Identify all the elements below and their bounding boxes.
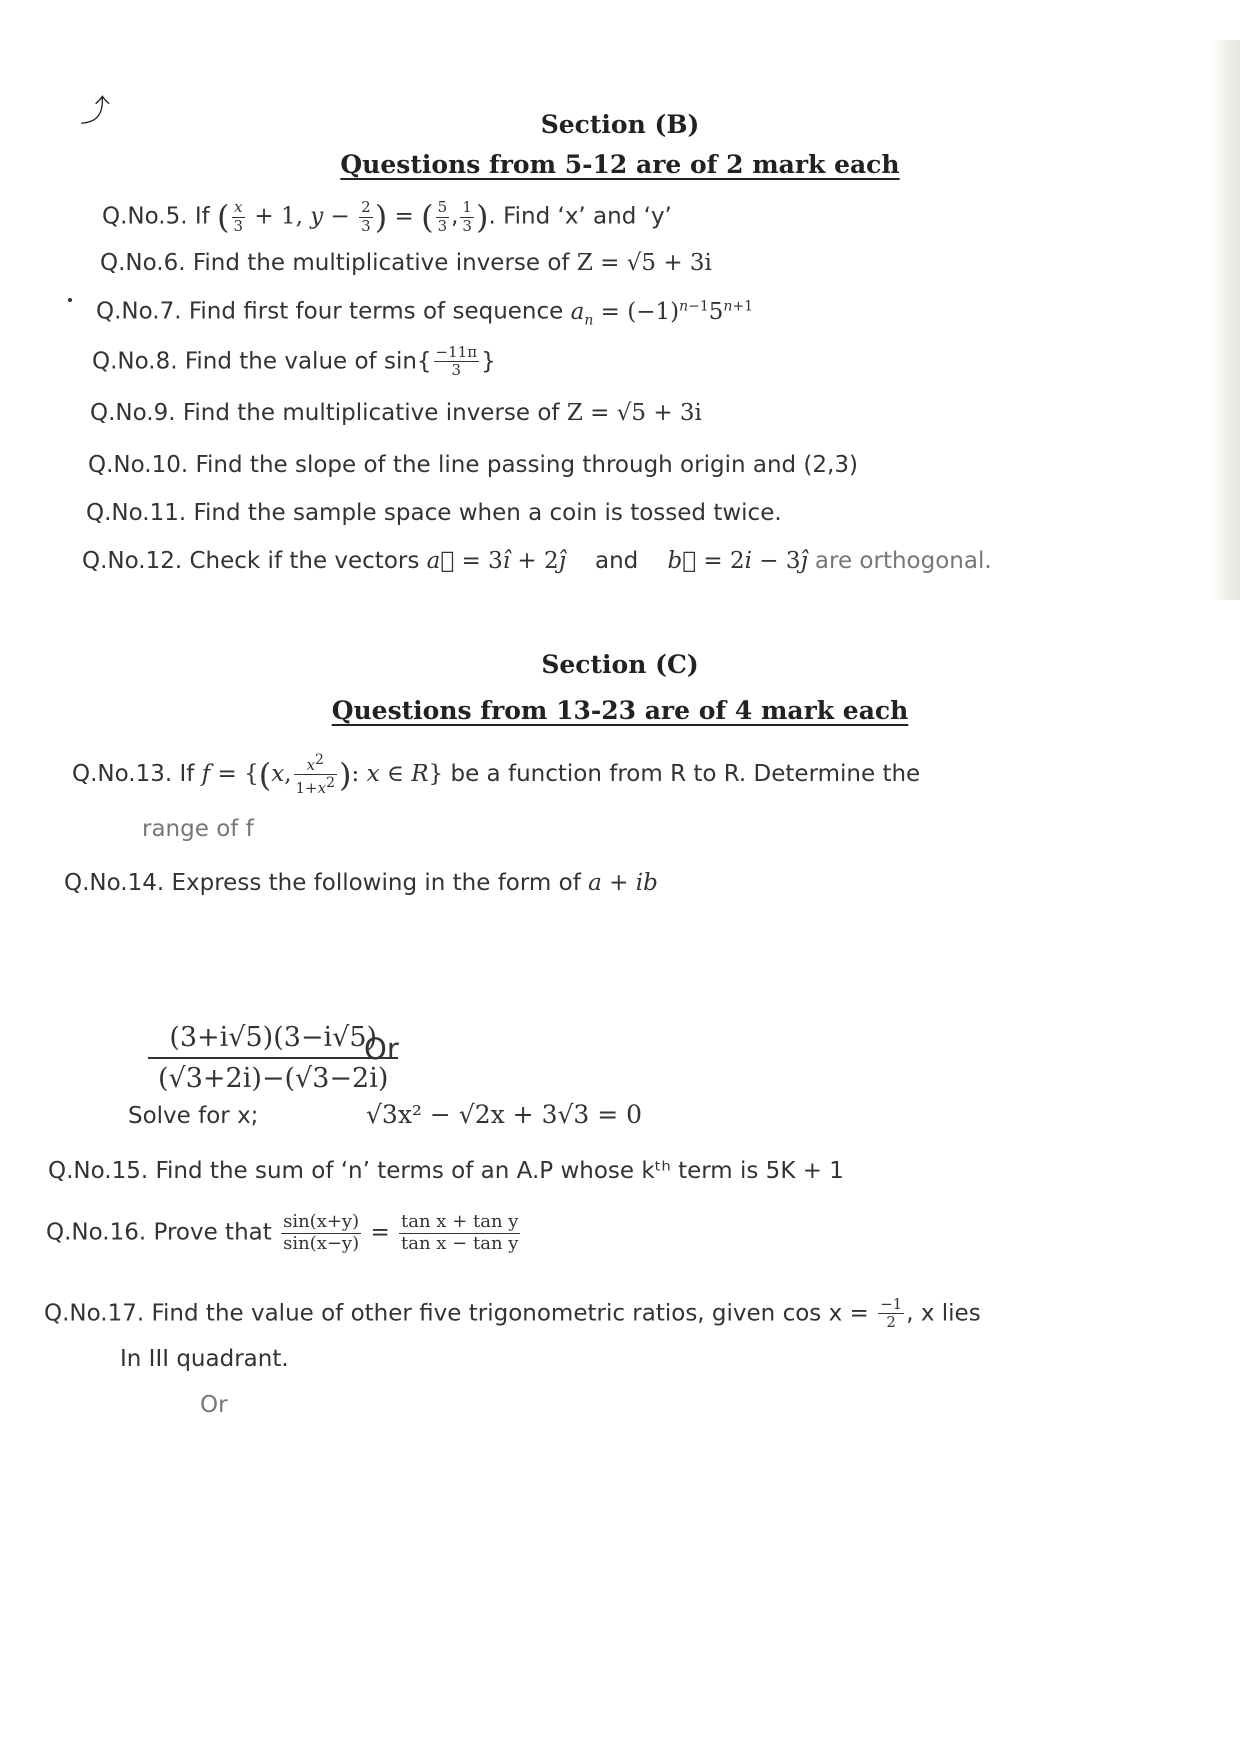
question-13 [72, 752, 920, 798]
section-c-title: Section (C) [541, 650, 699, 679]
or-separator-1: Or [364, 1032, 399, 1066]
q7-expr: $a_n = (-1)^{n-1}5^{n+1}$ [570, 298, 754, 329]
q14-fraction [148, 1022, 398, 1094]
q16-rhs-num: tan x + tan y [401, 1211, 519, 1232]
q17-line2: In III quadrant. [120, 1346, 289, 1372]
pen-mark: ⤴ [80, 94, 110, 129]
q17-text: Q.No.17. Find the value of other five trigonometric ratios, given cos x = [44, 1300, 869, 1327]
q8-text: Q.No.8. Find the value of sin{ [92, 348, 432, 375]
q8-fraction [434, 344, 480, 380]
section-c-subtitle [0, 696, 1240, 725]
paren-close: ) [374, 198, 388, 236]
q9-text: Q.No.9. Find the multiplicative inverse of [90, 400, 560, 426]
question-14 [64, 870, 658, 896]
question-10: Q.No.10. Find the slope of the line passing through origin and (2,3) [88, 452, 858, 478]
paren-open: ( [217, 198, 230, 236]
q12-and: and [594, 548, 639, 574]
frac-1-over-3: $\frac{1}{3}$ [462, 198, 472, 235]
q12-text: Q.No.12. Check if the vectors [82, 548, 420, 574]
q8-num: −11π [435, 343, 478, 361]
q17-fraction [878, 1296, 904, 1332]
section-b-title: Section (B) [540, 110, 700, 139]
q13-line2: range of f [142, 816, 254, 842]
question-16: Q.No.16. Prove that $\frac{\sin(x+y)}{\sin(x-y)}$ = $\frac{\text{tan x + tan y}}{\text{tan x − tan y}}$ [46, 1211, 519, 1254]
q14-text: Q.No.14. Express the following in the form of [64, 870, 581, 896]
q9-expr: Z = √5 + 3i [566, 400, 702, 426]
q13-expr: f = {(x, $\frac{x^2}{1+x^2}$ ): x ∈ R} [201, 752, 444, 798]
q16-lhs-den: sin(x−y) [283, 1232, 360, 1254]
question-15: Q.No.15. Find the sum of ‘n’ terms of an A.P whose kᵗʰ term is 5K + 1 [48, 1158, 844, 1184]
solve-for-x-label: Solve for x; [128, 1103, 259, 1129]
q5-label: Q.No.5. If [102, 203, 210, 230]
question-17 [44, 1296, 981, 1332]
q17-frac-den: 2 [886, 1313, 896, 1332]
section-b-subtitle [0, 150, 1240, 179]
frac-2-over-3: $\frac{2}{3}$ [361, 198, 371, 235]
paren-close-2: ) [475, 198, 489, 236]
q17-tail: , x lies [906, 1300, 981, 1327]
question-9 [90, 400, 702, 426]
question-5: Q.No.5. If ( $\frac{x}{3}$ + 1, y − $\frac{2}{3}$ ) = ( $\frac{5}{3}$ , $\frac{1}{3}$ ). Find ‘x’ and ‘y’ [102, 198, 672, 236]
q13-label: Q.No.13. If [72, 760, 195, 787]
q16-rhs [399, 1212, 520, 1254]
question-7 [96, 298, 753, 328]
q17-frac-num: −1 [880, 1295, 903, 1313]
q6-text: Q.No.6. Find the multiplicative inverse of [100, 250, 570, 276]
question-12 [82, 548, 992, 574]
q5-tail: Find ‘x’ and ‘y’ [503, 203, 672, 230]
section-c-subtitle-text: Questions from 13-23 are of 4 mark each [331, 696, 909, 725]
question-11: Q.No.11. Find the sample space when a coin is tossed twice. [86, 500, 782, 526]
solve-equation: √3x² − √2x + 3√3 = 0 [366, 1100, 643, 1129]
question-8: Q.No.8. Find the value of sin{ $\frac{-11\pi}{3}$ } [92, 343, 496, 380]
q12-vector-a: a⃗ = 3î + 2ĵ [426, 548, 566, 574]
frac-5-over-3: $\frac{5}{3}$ [437, 198, 448, 235]
q12-vector-b: b⃗ = 2i − 3ĵ [667, 548, 808, 574]
q16-rhs-den: tan x − tan y [401, 1232, 519, 1254]
section-b-subtitle-text: Questions from 5-12 are of 2 mark each [340, 150, 900, 179]
q6-expr: Z = √5 + 3i [576, 250, 712, 276]
q13-tail: be a function from R to R. Determine the [450, 760, 921, 787]
stray-dot [68, 298, 72, 302]
paren-open-2: ( [421, 198, 434, 236]
q8-den: 3 [451, 361, 462, 380]
or-separator-2: Or [200, 1392, 228, 1418]
q7-text: Q.No.7. Find first four terms of sequence [96, 298, 564, 325]
q14-denominator: (√3+2i)−(√3−2i) [158, 1063, 389, 1094]
q16-lhs [281, 1212, 361, 1254]
q14-numerator: (3+i√5)(3−i√5) [148, 1022, 398, 1059]
q12-tail: are orthogonal. [814, 548, 992, 574]
question-6 [100, 250, 712, 276]
q14-expr: a + ib [588, 870, 658, 896]
q16-label: Q.No.16. Prove that [46, 1219, 272, 1246]
q16-lhs-num: sin(x+y) [283, 1211, 360, 1232]
frac-x-over-3: $\frac{x}{3}$ [233, 198, 244, 235]
